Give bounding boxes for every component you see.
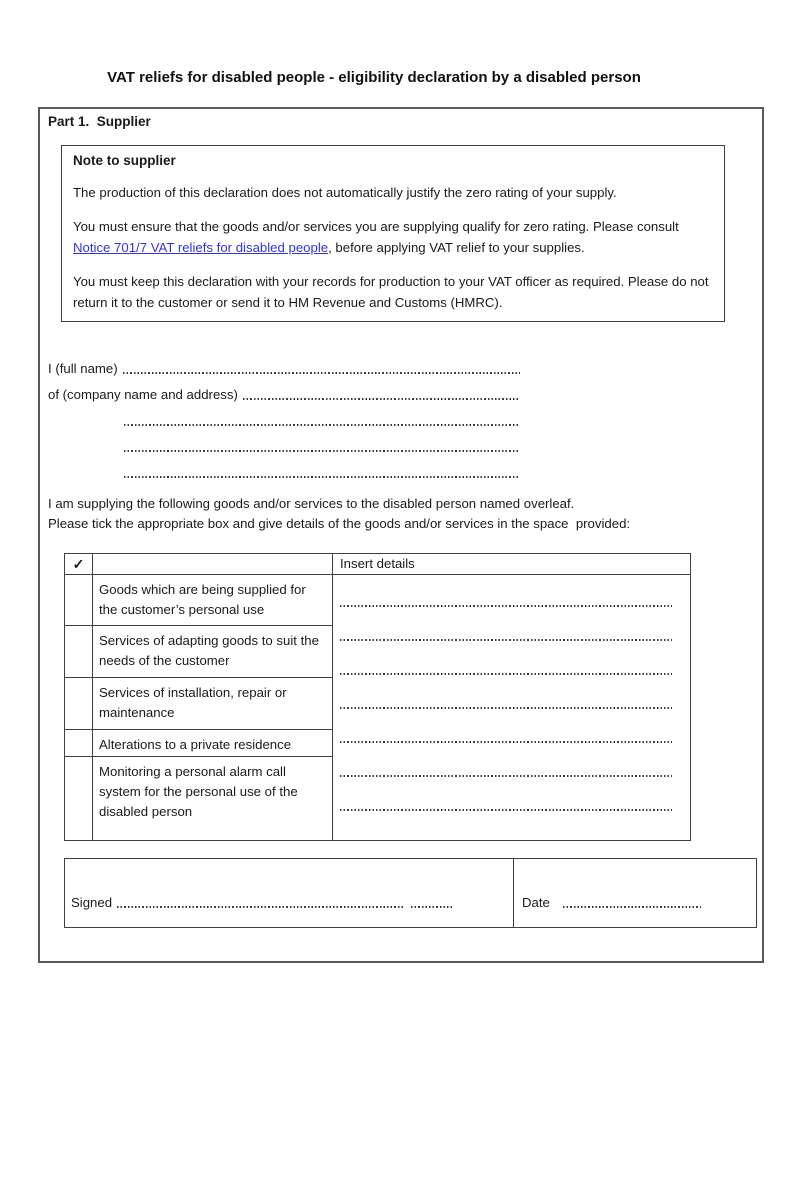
company-address-input-line-4[interactable]	[124, 476, 520, 478]
tick-cell-row-4[interactable]	[65, 730, 93, 757]
details-input-line-5[interactable]	[340, 741, 672, 743]
supplier-details-fields	[48, 351, 520, 481]
note-paragraph-2-tail: , before applying VAT relief to your supplies.	[328, 240, 585, 255]
description-column-header	[93, 554, 333, 575]
signed-row	[71, 895, 503, 911]
signed-input-line-short[interactable]	[411, 906, 453, 908]
company-address-row-4	[48, 455, 520, 481]
details-input-line-4[interactable]	[340, 707, 672, 709]
company-name-row	[48, 377, 520, 403]
note-paragraph-1: The production of this declaration does not automatically justify the zero rating of your supply.	[73, 185, 617, 200]
goods-services-table	[64, 553, 691, 841]
part1-heading: Part 1. Supplier	[48, 114, 151, 129]
part1-section	[38, 107, 764, 963]
supply-statement-line-2: Please tick the appropriate box and give details of the goods and/or services in the space provided:	[48, 516, 631, 531]
tick-column-header: ✓	[65, 554, 93, 575]
details-input-line-6[interactable]	[340, 775, 672, 777]
supply-statement	[48, 494, 630, 534]
date-row	[522, 895, 738, 911]
note-to-supplier-box	[61, 145, 725, 322]
full-name-row	[48, 351, 520, 377]
company-address-input-line-3[interactable]	[124, 450, 520, 452]
full-name-input-line[interactable]	[123, 372, 520, 374]
table-row-label-5: Monitoring a personal alarm call system for the personal use of the disabled person	[93, 757, 333, 840]
date-input-line[interactable]	[563, 906, 701, 908]
details-input-line-2[interactable]	[340, 639, 672, 641]
full-name-label: I (full name)	[48, 361, 118, 376]
signature-box	[64, 858, 757, 928]
signed-cell	[65, 859, 514, 927]
note-heading: Note to supplier	[73, 153, 176, 168]
company-address-row-2	[48, 403, 520, 429]
company-address-row-3	[48, 429, 520, 455]
note-paragraph-3: You must keep this declaration with your records for production to your VAT officer as required. Please do not return it to the customer or send it to HM Revenue and Customs (HMRC).	[73, 274, 709, 310]
insert-details-header: Insert details	[333, 554, 690, 575]
table-row-label-4: Alterations to a private residence	[93, 730, 333, 757]
company-name-label: of (company name and address)	[48, 387, 238, 402]
supply-statement-line-1: I am supplying the following goods and/or services to the disabled person named overleaf.	[48, 496, 575, 511]
details-input-line-3[interactable]	[340, 673, 672, 675]
table-row-label-2: Services of adapting goods to suit the needs of the customer	[93, 626, 333, 678]
tick-cell-row-2[interactable]	[65, 626, 93, 678]
details-input-line-1[interactable]	[340, 605, 672, 607]
insert-details-cell	[333, 575, 690, 840]
tick-cell-row-5[interactable]	[65, 757, 93, 840]
date-cell	[514, 859, 756, 927]
table-row-label-3: Services of installation, repair or maintenance	[93, 678, 333, 730]
company-address-input-line-2[interactable]	[124, 424, 520, 426]
signed-input-line[interactable]	[117, 906, 405, 908]
note-paragraph-2	[73, 216, 713, 258]
company-address-input-line-1[interactable]	[243, 398, 520, 400]
details-input-line-7[interactable]	[340, 809, 672, 811]
page-title: VAT reliefs for disabled people - eligibility declaration by a disabled person	[107, 69, 641, 86]
tick-cell-row-3[interactable]	[65, 678, 93, 730]
table-row-label-1: Goods which are being supplied for the customer’s personal use	[93, 575, 333, 626]
notice-701-7-link[interactable]: Notice 701/7 VAT reliefs for disabled people	[73, 240, 329, 255]
date-label: Date	[522, 895, 550, 910]
tick-cell-row-1[interactable]	[65, 575, 93, 626]
signed-label: Signed	[71, 895, 113, 910]
note-paragraph-2-text: You must ensure that the goods and/or services you are supplying qualify for zero rating. Please consult	[73, 219, 683, 234]
